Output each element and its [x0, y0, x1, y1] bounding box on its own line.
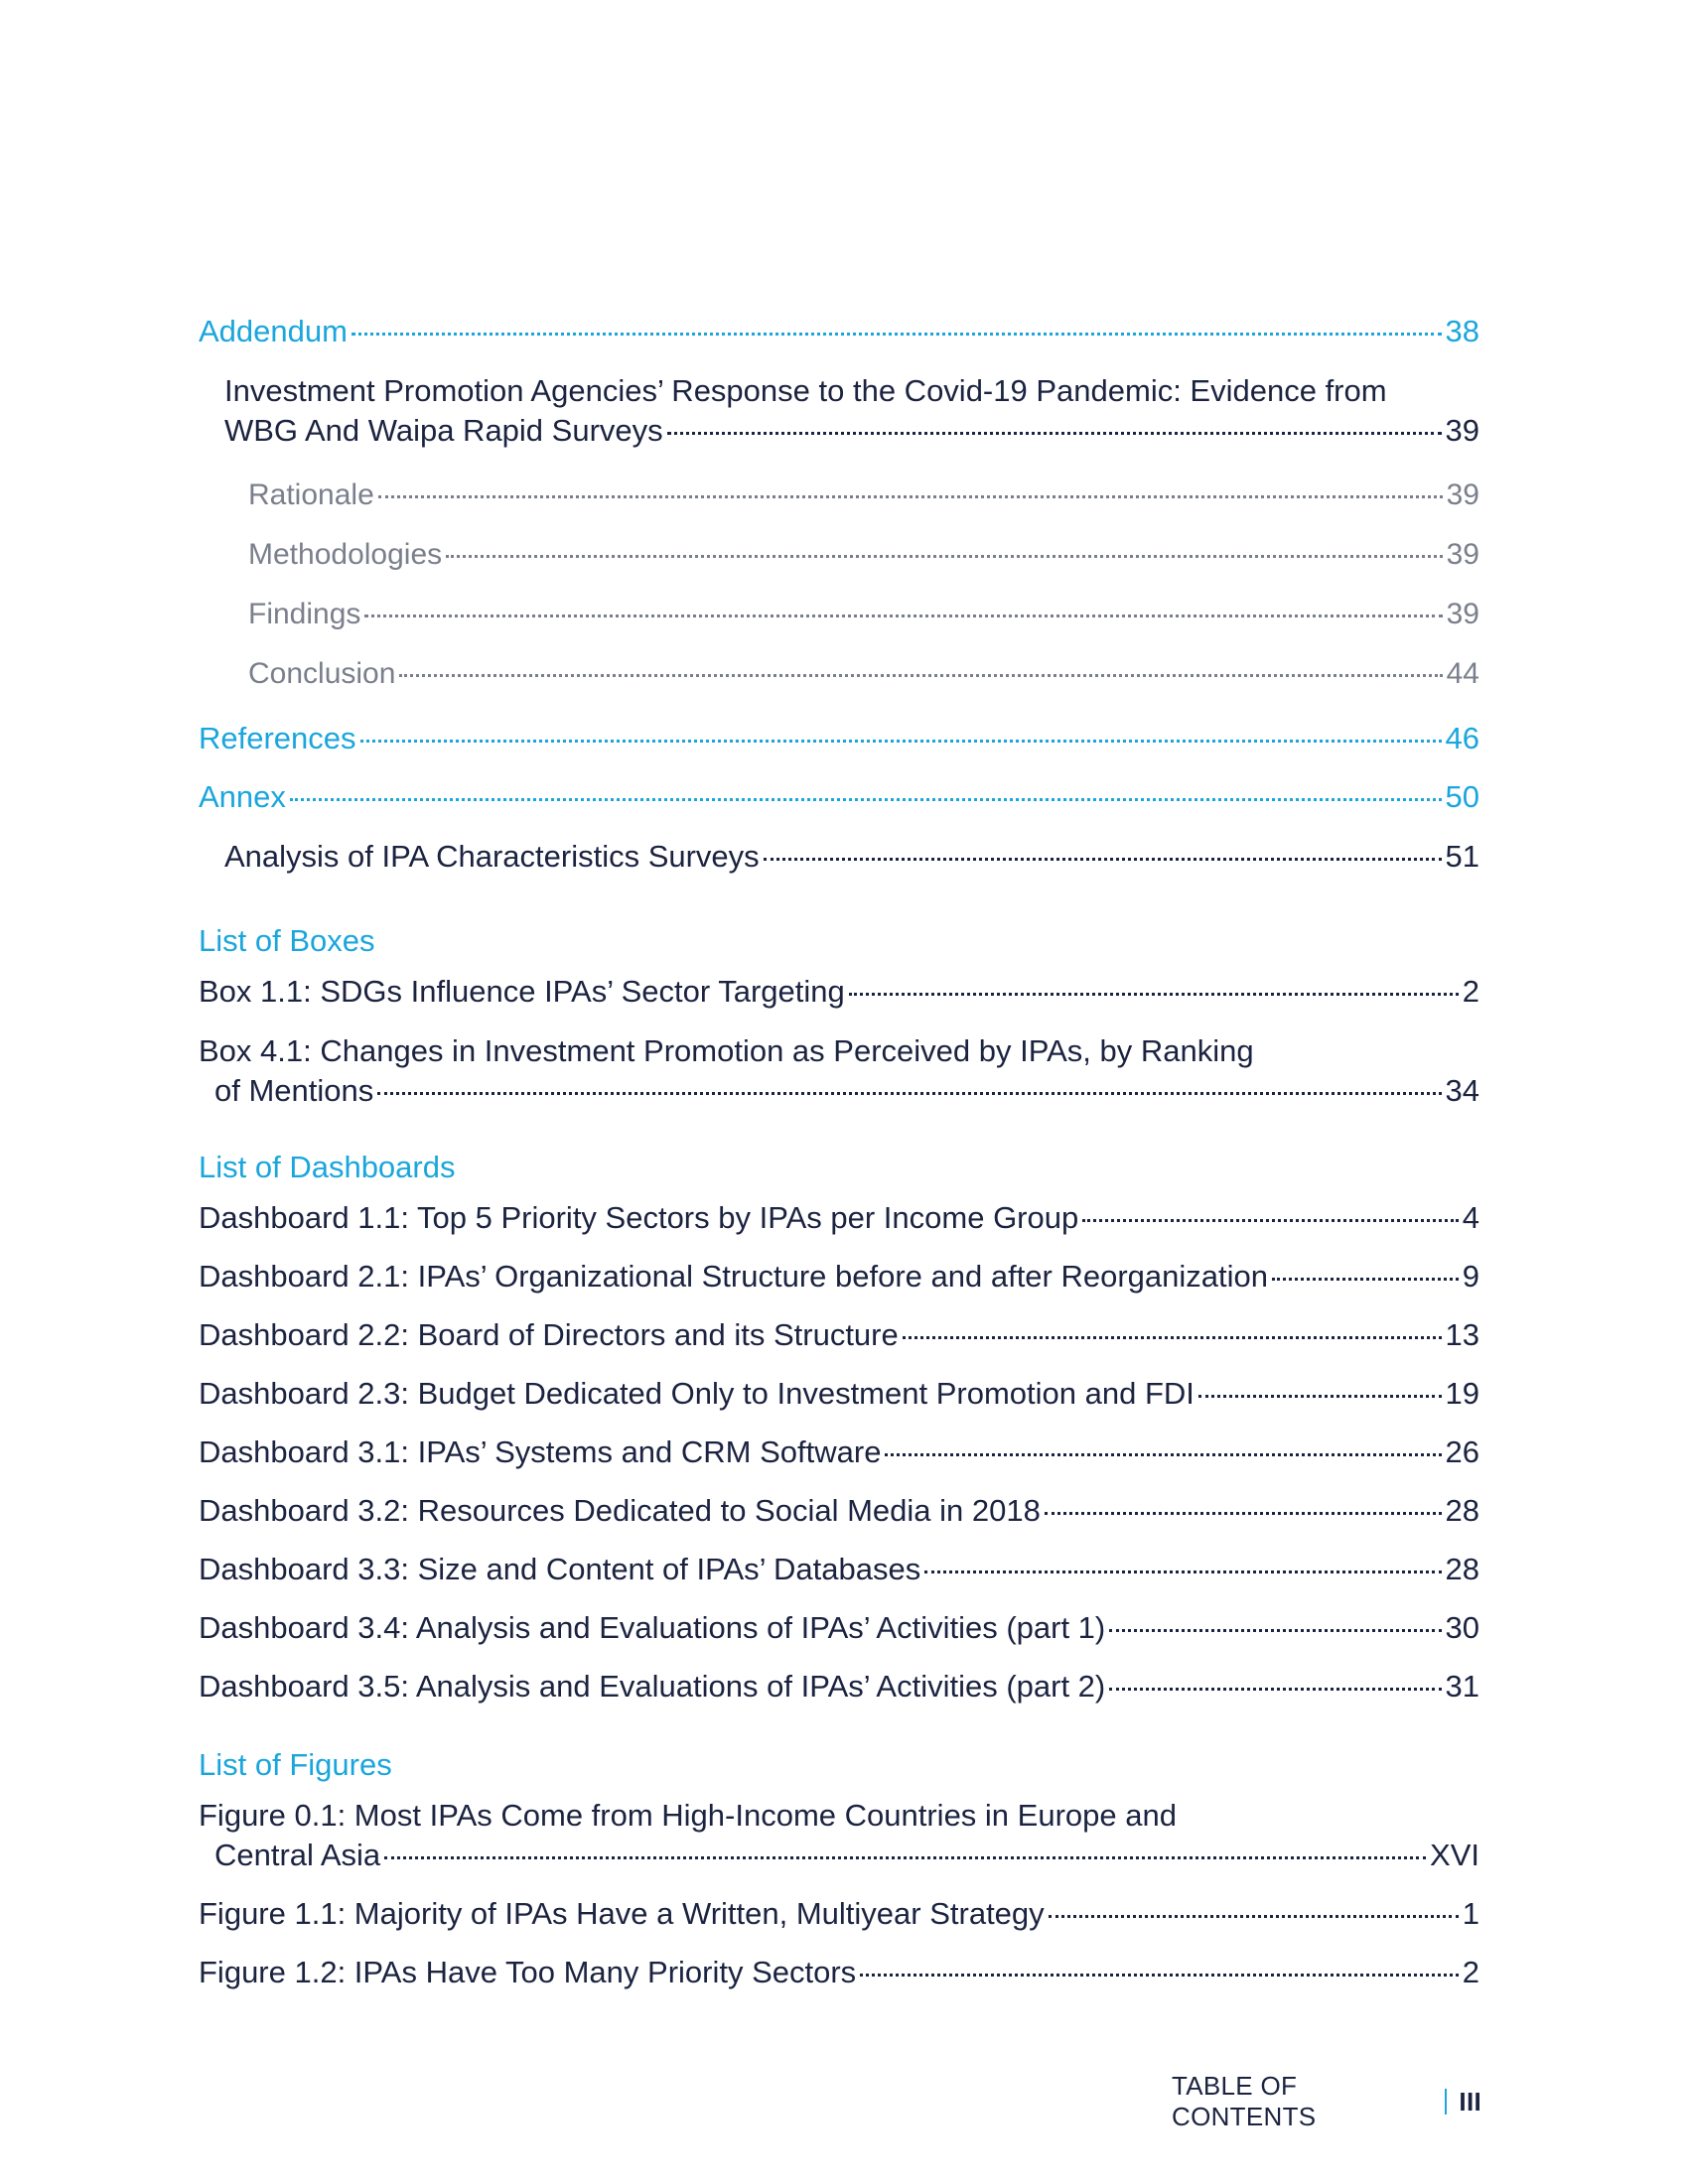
leader-dots [446, 533, 1442, 558]
toc-label: Addendum [199, 314, 348, 348]
toc-entry-covid-line1[interactable]: Investment Promotion Agencies’ Response to the Covid-19 Pandemic: Evidence from [224, 373, 1387, 408]
leader-dots [290, 776, 1442, 801]
figure-entry-0-1[interactable] [214, 1838, 1479, 1873]
figure-entry-1-1[interactable] [199, 1896, 1479, 1932]
dashboard-entry[interactable] [199, 1669, 1479, 1705]
toc-page: 28 [1445, 1552, 1479, 1586]
box-entry-4-1-line1[interactable]: Box 4.1: Changes in Investment Promotion as Perceived by IPAs, by Ranking [199, 1033, 1254, 1068]
toc-label: Analysis of IPA Characteristics Surveys [224, 839, 760, 874]
dashboard-entry[interactable] [199, 1259, 1479, 1295]
leader-dots [1049, 1893, 1459, 1918]
toc-entry-addendum[interactable] [199, 314, 1479, 349]
footer-page-number: III [1459, 2086, 1481, 2116]
toc-page: XVI [1430, 1838, 1479, 1872]
toc-entry-annex[interactable] [199, 779, 1479, 815]
footer-section-title: TABLE OF CONTENTS [1172, 2071, 1317, 2131]
toc-label: Figure 1.2: IPAs Have Too Many Priority Sectors [199, 1955, 857, 1989]
toc-page: 50 [1445, 779, 1479, 814]
toc-label: Dashboard 3.5: Analysis and Evaluations of IPAs’ Activities (part 2) [199, 1669, 1106, 1704]
list-of-dashboards-heading: List of Dashboards [199, 1150, 456, 1184]
leader-dots [384, 1835, 1426, 1859]
leader-dots [849, 971, 1459, 996]
toc-page: 34 [1445, 1073, 1479, 1108]
toc-label: Rationale [248, 478, 374, 511]
toc-label: Dashboard 2.2: Board of Directors and its Structure [199, 1317, 899, 1352]
dashboard-entry[interactable] [199, 1610, 1479, 1646]
toc-page: 30 [1445, 1610, 1479, 1645]
toc-label: Findings [248, 598, 361, 630]
toc-page: 46 [1445, 721, 1479, 755]
leader-dots [903, 1314, 1442, 1339]
dashboard-entry[interactable] [199, 1493, 1479, 1529]
leader-dots [1109, 1607, 1441, 1632]
toc-page: 19 [1445, 1376, 1479, 1411]
dashboard-entry[interactable] [199, 1434, 1479, 1470]
leader-dots [924, 1549, 1441, 1573]
toc-page: 13 [1445, 1317, 1479, 1352]
toc-page: 2 [1462, 1955, 1479, 1989]
figure-entry-0-1-line1[interactable]: Figure 0.1: Most IPAs Come from High-Income Countries in Europe and [199, 1798, 1177, 1833]
leader-dots [378, 474, 1443, 498]
toc-label: WBG And Waipa Rapid Surveys [224, 413, 663, 448]
leader-dots [364, 593, 1442, 617]
toc-page: 2 [1462, 974, 1479, 1009]
toc-entry-conclusion[interactable] [248, 657, 1479, 691]
toc-page: 9 [1462, 1259, 1479, 1294]
toc-page: 26 [1445, 1434, 1479, 1469]
list-of-boxes-heading: List of Boxes [199, 923, 375, 958]
toc-page: 39 [1446, 478, 1479, 511]
leader-dots [1109, 1666, 1441, 1691]
toc-page: 28 [1445, 1493, 1479, 1528]
leader-dots [764, 836, 1442, 861]
toc-page: 38 [1445, 314, 1479, 348]
toc-label: Dashboard 3.1: IPAs’ Systems and CRM Software [199, 1434, 882, 1469]
footer-divider [1445, 2089, 1448, 2115]
page-footer [1172, 2071, 1481, 2132]
toc-label: Conclusion [248, 657, 396, 690]
toc-label: Dashboard 3.4: Analysis and Evaluations of IPAs’ Activities (part 1) [199, 1610, 1106, 1645]
toc-page: 51 [1445, 839, 1479, 874]
toc-label: Methodologies [248, 538, 443, 571]
dashboard-entry[interactable] [199, 1376, 1479, 1412]
toc-label: References [199, 721, 356, 755]
leader-dots [1045, 1490, 1442, 1515]
toc-page: 39 [1446, 538, 1479, 571]
leader-dots [667, 410, 1442, 435]
toc-label: Figure 1.1: Majority of IPAs Have a Written, Multiyear Strategy [199, 1896, 1045, 1931]
toc-page: 39 [1446, 598, 1479, 630]
toc-entry-rationale[interactable] [248, 478, 1479, 512]
leader-dots [399, 652, 1442, 677]
toc-entry-references[interactable] [199, 721, 1479, 756]
dashboard-entry[interactable] [199, 1552, 1479, 1587]
dashboard-entry[interactable] [199, 1200, 1479, 1236]
leader-dots [1272, 1256, 1459, 1281]
leader-dots [860, 1952, 1459, 1977]
leader-dots [352, 311, 1442, 336]
toc-page: 1 [1462, 1896, 1479, 1931]
list-of-figures-heading: List of Figures [199, 1747, 392, 1782]
box-entry-1-1[interactable] [199, 974, 1479, 1010]
leader-dots [885, 1432, 1441, 1456]
toc-entry-methodologies[interactable] [248, 538, 1479, 572]
toc-label: Dashboard 2.1: IPAs’ Organizational Structure before and after Reorganization [199, 1259, 1269, 1294]
toc-label: Annex [199, 779, 286, 814]
toc-entry-analysis[interactable] [224, 839, 1479, 875]
toc-label: Central Asia [214, 1838, 381, 1872]
toc-entry-covid[interactable] [224, 413, 1479, 449]
toc-label: of Mentions [214, 1073, 374, 1108]
toc-label: Dashboard 1.1: Top 5 Priority Sectors by IPAs per Income Group [199, 1200, 1079, 1235]
leader-dots [377, 1070, 1441, 1095]
toc-label: Dashboard 3.2: Resources Dedicated to Social Media in 2018 [199, 1493, 1041, 1528]
toc-label: Dashboard 3.3: Size and Content of IPAs’ Databases [199, 1552, 921, 1586]
toc-label: Dashboard 2.3: Budget Dedicated Only to Investment Promotion and FDI [199, 1376, 1195, 1411]
toc-page: 39 [1445, 413, 1479, 448]
leader-dots [1198, 1373, 1442, 1398]
toc-page: 44 [1446, 657, 1479, 690]
toc-page: 31 [1445, 1669, 1479, 1704]
figure-entry-1-2[interactable] [199, 1955, 1479, 1990]
dashboard-entry[interactable] [199, 1317, 1479, 1353]
leader-dots [1082, 1197, 1459, 1222]
toc-label: Box 1.1: SDGs Influence IPAs’ Sector Targeting [199, 974, 845, 1009]
toc-page: 4 [1462, 1200, 1479, 1235]
box-entry-4-1[interactable] [214, 1073, 1479, 1109]
leader-dots [360, 718, 1442, 743]
toc-entry-findings[interactable] [248, 598, 1479, 631]
